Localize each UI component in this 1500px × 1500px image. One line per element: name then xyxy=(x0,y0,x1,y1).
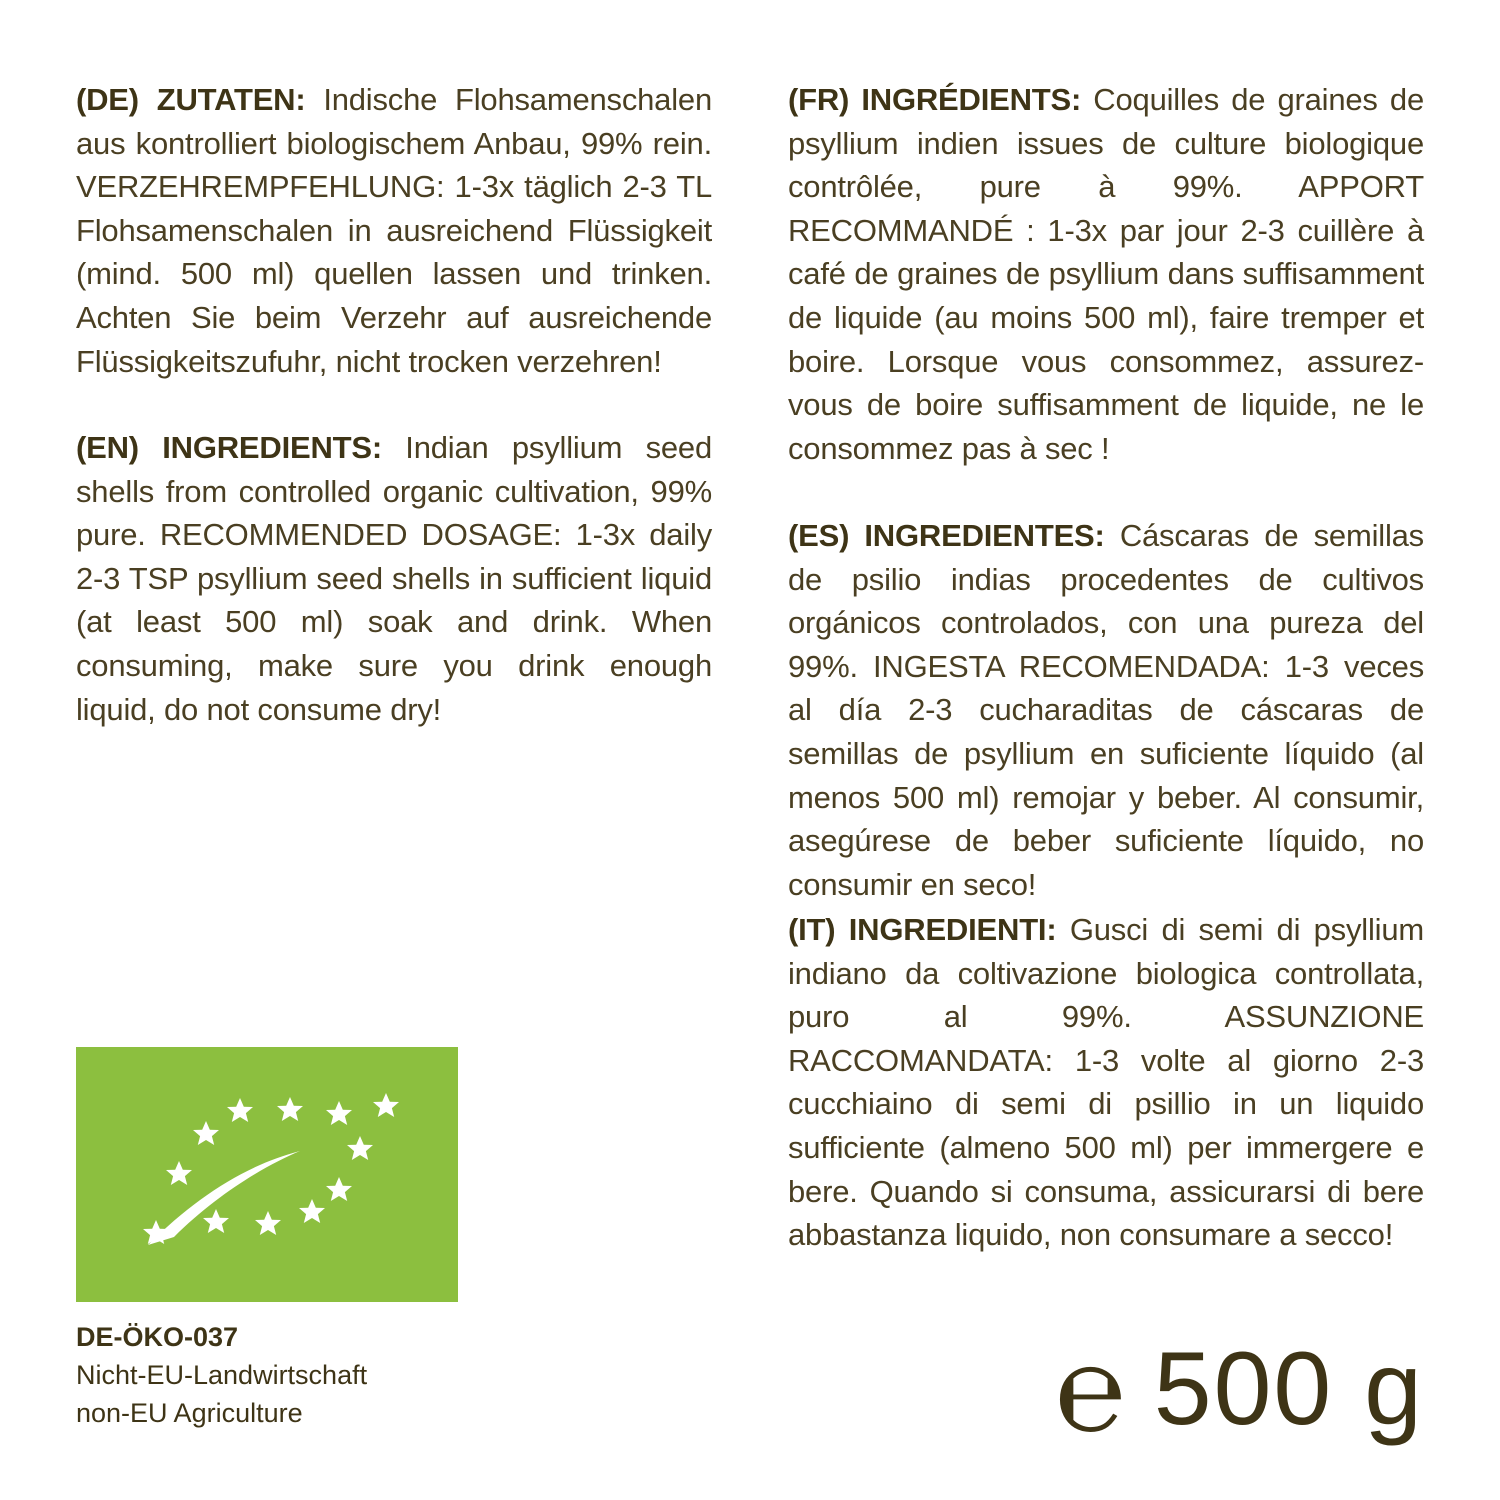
text-en: Indian psyllium seed shells from controlled organic cultivation, 99% pure. RECOMMENDED DOSAGE: 1-3x daily 2-3 TSP psyllium seed shells in sufficient liquid (at least 500 ml) soak and drink. When consuming, make sure you drink enough liquid, do not consume dry! xyxy=(76,430,712,727)
net-weight xyxy=(1054,1320,1424,1458)
certification-origin-en: non-EU Agriculture xyxy=(76,1398,303,1428)
certification-origin-de: Nicht-EU-Landwirtschaft xyxy=(76,1360,368,1390)
heading-fr: (FR) INGRÉDIENTS: xyxy=(788,82,1082,117)
eu-organic-leaf-icon xyxy=(76,1047,458,1302)
ingredients-en xyxy=(76,426,712,731)
weight-value: 500 g xyxy=(1153,1331,1424,1447)
ingredients-es xyxy=(788,514,1424,906)
ingredients-de xyxy=(76,78,712,383)
heading-de: (DE) ZUTATEN: xyxy=(76,82,306,117)
ingredients-it xyxy=(788,908,1424,1257)
heading-es: (ES) INGREDIENTES: xyxy=(788,518,1105,553)
text-es: Cáscaras de semillas de psilio indias procedentes de cultivos orgánicos controlados, con una pureza del 99%. INGESTA RECOMENDADA: 1-3 veces al día 2-3 cucharaditas de cáscaras de semillas de psyllium en suficiente líquido (al menos 500 ml) remojar y beber. Al consumir, asegúrese de beber suficiente líquido, no consumir en seco! xyxy=(788,518,1424,902)
heading-it: (IT) INGREDIENTI: xyxy=(788,912,1057,947)
text-it: Gusci di semi di psyllium indiano da coltivazione biologica controllata, puro al 99%. ASSUNZIONE RACCOMANDATA: 1-3 volte al giorno 2-3 cucchiaino di semi di psillio in un liquido sufficiente (almeno 500 ml) per immergere e bere. Quando si consuma, assicurarsi di bere abbastanza liquido, non consumare a secco! xyxy=(788,912,1425,1253)
estimated-sign-icon: ℮ xyxy=(1054,1320,1126,1458)
heading-en: (EN) INGREDIENTS: xyxy=(76,430,382,465)
text-de: Indische Flohsamenschalen aus kontrolliert biologischem Anbau, 99% rein. VERZEHREMPFEHLUNG: 1-3x täglich 2-3 TL Flohsamenschalen in ausreichend Flüssigkeit (mind. 500 ml) quellen lassen und trinken. Achten Sie beim Verzehr auf ausreichende Flüssigkeitszufuhr, nicht trocken verzehren! xyxy=(76,82,712,379)
text-fr: Coquilles de graines de psyllium indien issues de culture biologique contrôlée, pure à 99%. APPORT RECOMMANDÉ : 1-3x par jour 2-3 cuillère à café de graines de psyllium dans suffisamment de liquide (au moins 500 ml), faire tremper et boire. Lorsque vous consommez, assurez-vous de boire suffisamment de liquide, ne le consommez pas à sec ! xyxy=(788,82,1424,466)
certification-code: DE-ÖKO-037 xyxy=(76,1322,239,1352)
ingredients-fr xyxy=(788,78,1424,470)
